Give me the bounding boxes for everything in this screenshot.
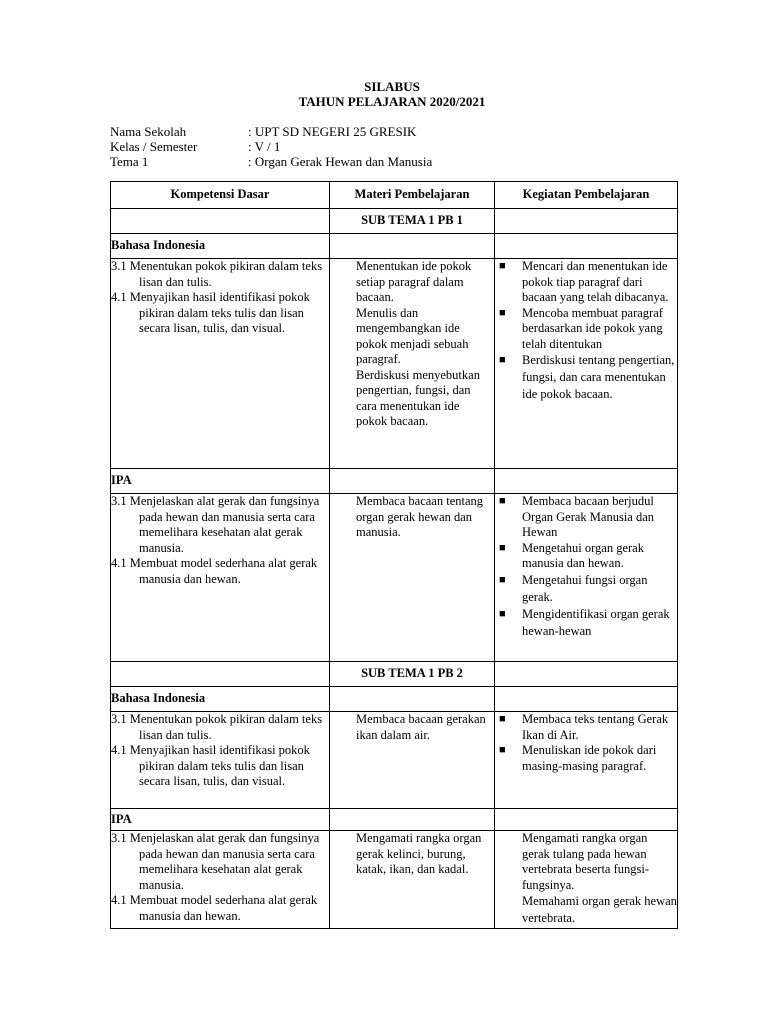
bullet-icon: ■ <box>499 306 506 319</box>
subject-row <box>111 687 678 712</box>
table-row <box>111 259 678 469</box>
subject-label: IPA <box>111 469 330 494</box>
bullet-icon: ■ <box>499 495 506 507</box>
list-item: ■ Mencari dan menentukan ide pokok tiap paragraf dari bacaan yang telah dibacanya. <box>499 259 669 304</box>
table-header-row <box>111 182 678 209</box>
list-item: ■ Mengetahui organ gerak manusia dan hewan. <box>499 540 644 570</box>
info-label: Kelas / Semester <box>110 139 198 154</box>
subject-row <box>111 809 678 831</box>
kegiatan-item: Mengamati rangka organ gerak tulang pada hewan vertebrata beserta fungsi-fungsinya. <box>522 831 650 892</box>
table-row <box>111 712 678 809</box>
info-value: : UPT SD NEGERI 25 GRESIK <box>248 124 417 139</box>
kegiatan-cell <box>495 494 678 662</box>
kd-item: 3.1 Menjelaskan alat gerak dan fungsinya pada hewan dan manusia serta cara memelihara kesehatan alat gerak manusia. <box>111 494 320 555</box>
materi-item: Mengamati rangka organ gerak kelinci, burung, katak, ikan, dan kadal. <box>356 831 482 876</box>
materi-item: Menentukan ide pokok setiap paragraf dalam bacaan. <box>356 259 472 304</box>
materi-item: Membaca bacaan gerakan ikan dalam air. <box>356 712 486 742</box>
subject-row <box>111 234 678 259</box>
materi-item: Berdiskusi menyebutkan pengertian, fungsi, dan cara menentukan ide pokok bacaan. <box>356 367 480 428</box>
syllabus-table <box>110 181 678 929</box>
kd-item: 4.1 Menyajikan hasil identifikasi pokok pikiran dalam teks tulis dan lisan secara lisan, tulis, dan visual. <box>111 743 310 788</box>
list-item: ■ Menuliskan ide pokok dari masing-masing paragraf. <box>499 743 657 773</box>
materi-item: Menulis dan mengembangkan ide pokok menjadi sebuah paragraf. <box>356 305 469 366</box>
kd-item: 3.1 Menentukan pokok pikiran dalam teks lisan dan tulis. <box>111 712 323 742</box>
bullet-icon: ■ <box>499 354 506 366</box>
kd-item: 4.1 Membuat model sederhana alat gerak manusia dan hewan. <box>111 556 318 586</box>
kd-item: 3.1 Menjelaskan alat gerak dan fungsinya pada hewan dan manusia serta cara memelihara kesehatan alat gerak manusia. <box>111 831 320 892</box>
doc-title: SILABUS <box>364 79 420 94</box>
list-item: ■ Mencoba membuat paragraf berdasarkan ide pokok yang telah ditentukan <box>499 305 663 351</box>
table-row <box>111 831 678 929</box>
subtema-row <box>111 662 678 687</box>
bullet-icon: ■ <box>499 541 506 554</box>
kd-cell <box>111 259 330 469</box>
subtema-label: SUB TEMA 1 PB 1 <box>330 209 495 234</box>
kd-cell <box>111 494 330 662</box>
kd-item: 4.1 Menyajikan hasil identifikasi pokok pikiran dalam teks tulis dan lisan secara lisan, tulis, dan visual. <box>111 290 310 335</box>
header-kegiatan: Kegiatan Pembelajaran <box>495 182 678 209</box>
materi-cell <box>330 259 495 469</box>
list-item: ■ Membaca teks tentang Gerak Ikan di Air. <box>499 712 669 742</box>
kd-cell <box>111 712 330 809</box>
bullet-icon: ■ <box>499 744 506 756</box>
subtema-row <box>111 209 678 234</box>
subject-label: IPA <box>111 809 330 831</box>
list-item: ■ Berdiskusi tentang pengertian, fungsi, dan cara menentukan ide pokok bacaan. <box>499 353 675 401</box>
kegiatan-cell <box>495 831 678 929</box>
kd-item: 4.1 Membuat model sederhana alat gerak manusia dan hewan. <box>111 893 318 923</box>
subject-label: Bahasa Indonesia <box>111 687 330 712</box>
kegiatan-item: Memahami organ gerak hewan vertebrata. <box>522 894 677 925</box>
bullet-icon: ■ <box>499 713 506 725</box>
info-value: : Organ Gerak Hewan dan Manusia <box>248 154 433 169</box>
bullet-icon: ■ <box>499 260 506 272</box>
kegiatan-cell <box>495 712 678 809</box>
list-item: ■ Mengetahui fungsi organ gerak. <box>499 572 648 604</box>
kd-cell <box>111 831 330 929</box>
materi-cell <box>330 831 495 929</box>
header-materi: Materi Pembelajaran <box>330 182 495 209</box>
info-label: Nama Sekolah <box>110 124 187 139</box>
subject-row <box>111 469 678 494</box>
list-item: ■ Mengidentifikasi organ gerak hewan-hewan <box>499 606 670 638</box>
table-row <box>111 494 678 662</box>
materi-item: Membaca bacaan tentang organ gerak hewan dan manusia. <box>356 494 484 539</box>
bullet-icon: ■ <box>499 573 506 586</box>
kd-item: 3.1 Menentukan pokok pikiran dalam teks lisan dan tulis. <box>111 259 323 289</box>
materi-cell <box>330 494 495 662</box>
list-item: ■ Membaca bacaan berjudul Organ Gerak Manusia dan Hewan <box>499 494 655 539</box>
info-value: : V / 1 <box>248 139 281 154</box>
subtema-label: SUB TEMA 1 PB 2 <box>330 662 495 687</box>
subject-label: Bahasa Indonesia <box>111 234 330 259</box>
info-label: Tema 1 <box>110 154 149 169</box>
materi-cell <box>330 712 495 809</box>
doc-subtitle: TAHUN PELAJARAN 2020/2021 <box>298 94 486 109</box>
bullet-icon: ■ <box>499 607 506 620</box>
header-kompetensi: Kompetensi Dasar <box>111 182 330 209</box>
kegiatan-cell <box>495 259 678 469</box>
